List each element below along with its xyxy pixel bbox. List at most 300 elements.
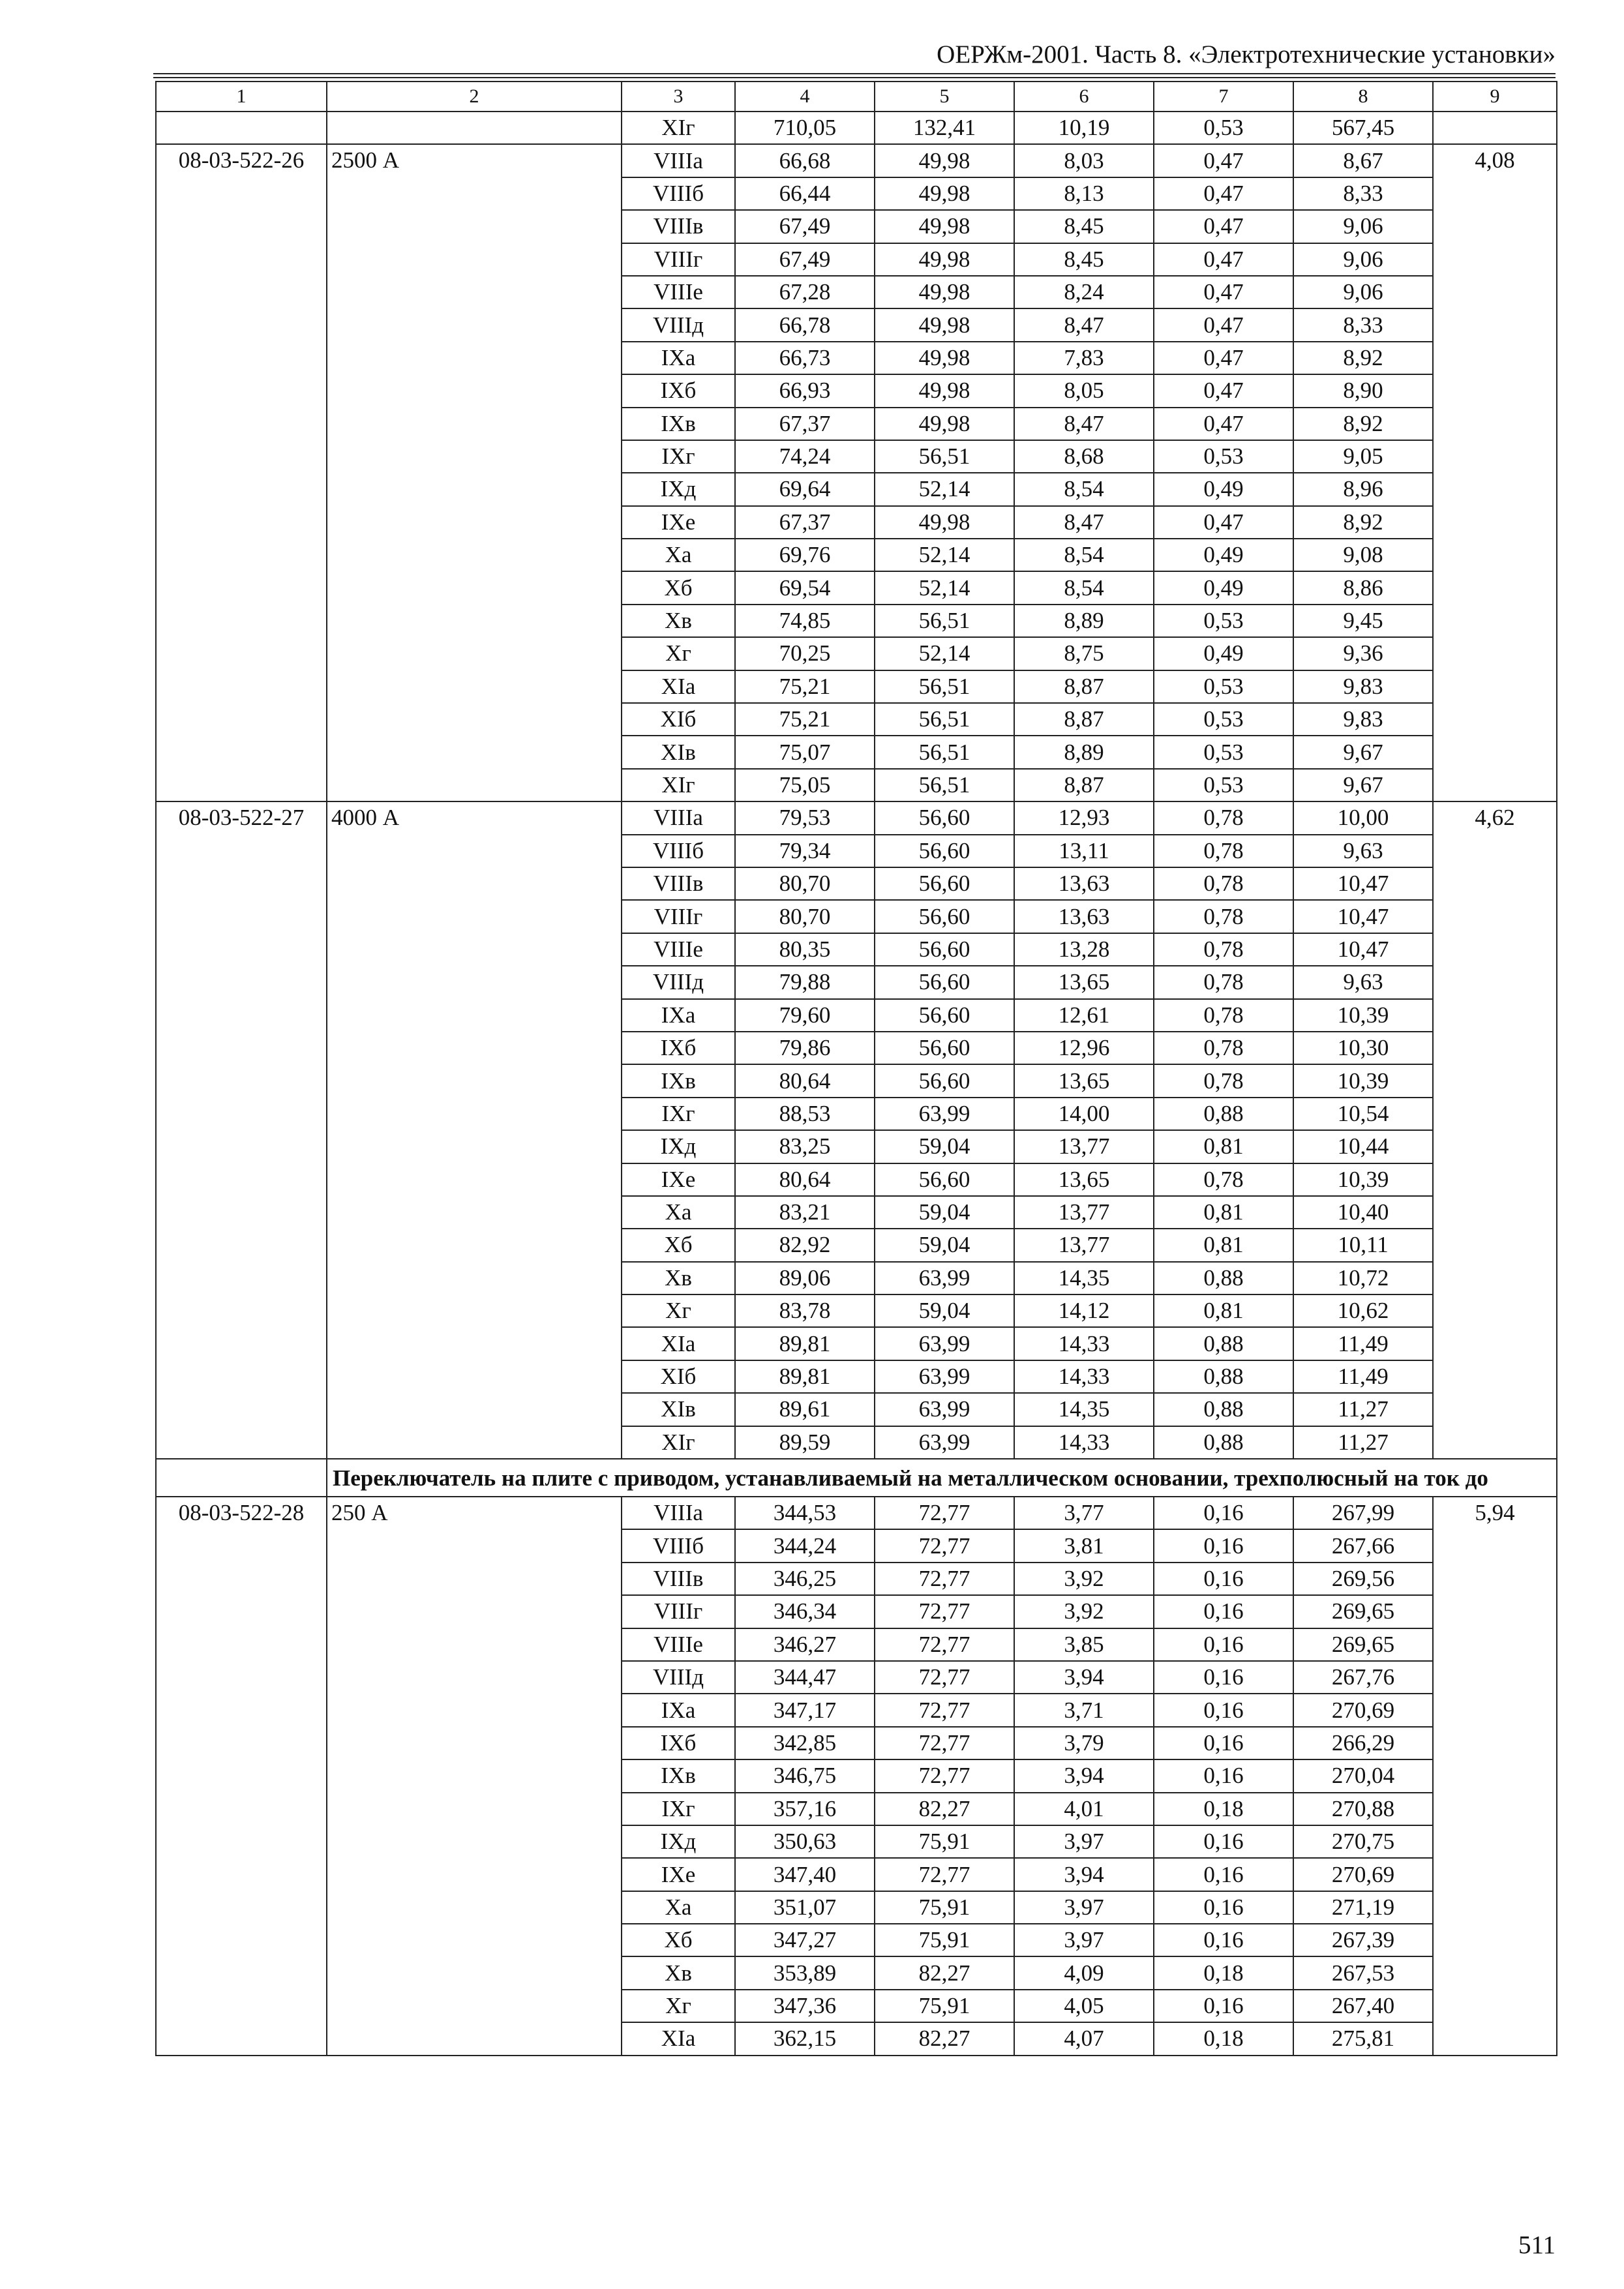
col6-value: 8,47 [1014,308,1154,341]
col3-condition: VIIIа [622,1497,735,1529]
col6-value: 13,77 [1014,1229,1154,1261]
col4-value: 362,15 [735,2022,875,2055]
col7-value: 0,47 [1154,342,1293,374]
col4-value: 89,81 [735,1360,875,1393]
header-rule [153,73,1556,74]
rates-table [155,81,1557,2056]
col5-value: 72,77 [875,1529,1014,1562]
code-cell [156,1459,327,1497]
col4-value: 346,75 [735,1759,875,1792]
col4-value: 70,25 [735,637,875,670]
col4-value: 79,34 [735,835,875,867]
rate-name: 2500 А [327,144,622,801]
col7-value: 0,16 [1154,1628,1293,1661]
col8-value: 567,45 [1293,112,1433,144]
col4-value: 344,24 [735,1529,875,1562]
col4-value: 66,73 [735,342,875,374]
col3-condition: XIв [622,736,735,768]
col8-value: 9,06 [1293,210,1433,243]
col6-value: 8,05 [1014,374,1154,407]
col8-value: 267,53 [1293,1956,1433,1989]
col5-value: 63,99 [875,1360,1014,1393]
col3-condition: VIIIе [622,933,735,966]
col4-value: 74,85 [735,605,875,637]
col5-value: 56,60 [875,999,1014,1032]
col7-value: 0,47 [1154,243,1293,276]
carry-row [156,112,1557,144]
col5-value: 56,60 [875,1032,1014,1064]
col5-value: 59,04 [875,1294,1014,1327]
col3-condition: VIIIб [622,835,735,867]
col3-condition: IXб [622,374,735,407]
col5-value: 63,99 [875,1426,1014,1459]
col5-value: 49,98 [875,374,1014,407]
col7-value: 0,49 [1154,539,1293,571]
col7-value: 0,47 [1154,374,1293,407]
col9-value [1433,112,1557,144]
col8-value: 9,67 [1293,736,1433,768]
col8-value: 269,56 [1293,1563,1433,1595]
column-number: 1 [156,82,327,112]
col4-value: 80,64 [735,1163,875,1196]
col5-value: 56,51 [875,605,1014,637]
section-heading-row [156,1459,1557,1497]
col3-condition: VIIIе [622,1628,735,1661]
col7-value: 0,78 [1154,933,1293,966]
col3-condition: XIб [622,1360,735,1393]
col4-value: 74,24 [735,440,875,473]
col7-value: 0,47 [1154,177,1293,210]
col5-value: 52,14 [875,539,1014,571]
col6-value: 4,05 [1014,1990,1154,2022]
col7-value: 0,16 [1154,1759,1293,1792]
column-number: 4 [735,82,875,112]
col7-value: 0,53 [1154,736,1293,768]
col5-value: 72,77 [875,1628,1014,1661]
col4-value: 83,78 [735,1294,875,1327]
col3-condition: VIIIг [622,900,735,933]
col3-condition: IXв [622,1064,735,1097]
col5-value: 82,27 [875,2022,1014,2055]
col8-value: 10,39 [1293,1064,1433,1097]
col3-condition: VIIIб [622,1529,735,1562]
col4-value: 80,70 [735,867,875,900]
col7-value: 0,16 [1154,1825,1293,1858]
col7-value: 0,18 [1154,1956,1293,1989]
col7-value: 0,16 [1154,1990,1293,2022]
col6-value: 8,89 [1014,605,1154,637]
col8-value: 9,63 [1293,966,1433,998]
col6-value: 12,96 [1014,1032,1154,1064]
col6-value: 3,85 [1014,1628,1154,1661]
col5-value: 52,14 [875,473,1014,505]
col8-value: 10,00 [1293,801,1433,834]
col4-value: 88,53 [735,1098,875,1130]
name-cell [327,112,622,144]
col3-condition: Xа [622,1891,735,1924]
col5-value: 56,60 [875,835,1014,867]
table-body [156,82,1557,2056]
col4-value: 66,68 [735,144,875,177]
col7-value: 0,16 [1154,1661,1293,1694]
col8-value: 267,66 [1293,1529,1433,1562]
col8-value: 8,96 [1293,473,1433,505]
col7-value: 0,88 [1154,1360,1293,1393]
col6-value: 7,83 [1014,342,1154,374]
col7-value: 0,49 [1154,571,1293,604]
col8-value: 8,86 [1293,571,1433,604]
col6-value: 13,63 [1014,900,1154,933]
col4-value: 83,21 [735,1196,875,1229]
col3-condition: XIа [622,670,735,703]
col6-value: 3,81 [1014,1529,1154,1562]
col5-value: 132,41 [875,112,1014,144]
column-number: 7 [1154,82,1293,112]
section-heading: Переключатель на плите с приводом, устанавливаемый на металлическом основании, трехполюсный на ток до [327,1459,1557,1497]
col6-value: 3,92 [1014,1563,1154,1595]
col5-value: 49,98 [875,342,1014,374]
page-number: 511 [1518,2231,1556,2259]
col4-value: 79,53 [735,801,875,834]
col3-condition: VIIIв [622,210,735,243]
col3-condition: VIIIа [622,144,735,177]
col8-value: 10,30 [1293,1032,1433,1064]
col3-condition: Xв [622,1956,735,1989]
col7-value: 0,53 [1154,703,1293,736]
col4-value: 75,07 [735,736,875,768]
col3-condition: IXе [622,506,735,539]
col4-value: 66,78 [735,308,875,341]
col5-value: 59,04 [875,1130,1014,1163]
col4-value: 347,36 [735,1990,875,2022]
col6-value: 3,92 [1014,1595,1154,1628]
col5-value: 72,77 [875,1563,1014,1595]
col3-condition: VIIIд [622,1661,735,1694]
col3-condition: IXв [622,1759,735,1792]
col6-value: 3,94 [1014,1661,1154,1694]
col3-condition: XIг [622,1426,735,1459]
col8-value: 11,27 [1293,1393,1433,1426]
col7-value: 0,53 [1154,769,1293,801]
col8-value: 9,05 [1293,440,1433,473]
col5-value: 56,51 [875,670,1014,703]
col6-value: 8,54 [1014,539,1154,571]
col4-value: 342,85 [735,1727,875,1759]
col3-condition: Xб [622,571,735,604]
col3-condition: VIIIе [622,276,735,308]
col8-value: 10,72 [1293,1262,1433,1294]
col4-value: 79,60 [735,999,875,1032]
col8-value: 10,40 [1293,1196,1433,1229]
col3-condition: IXа [622,342,735,374]
col8-value: 10,47 [1293,933,1433,966]
col7-value: 0,88 [1154,1393,1293,1426]
col7-value: 0,88 [1154,1098,1293,1130]
col7-value: 0,47 [1154,210,1293,243]
col6-value: 8,75 [1014,637,1154,670]
col4-value: 75,21 [735,670,875,703]
col7-value: 0,47 [1154,408,1293,440]
col8-value: 9,67 [1293,769,1433,801]
col4-value: 82,92 [735,1229,875,1261]
col3-condition: XIв [622,1393,735,1426]
col8-value: 270,69 [1293,1858,1433,1891]
col5-value: 72,77 [875,1694,1014,1726]
col7-value: 0,78 [1154,1163,1293,1196]
col5-value: 56,51 [875,769,1014,801]
col7-value: 0,88 [1154,1327,1293,1360]
col4-value: 80,64 [735,1064,875,1097]
col8-value: 10,62 [1293,1294,1433,1327]
col7-value: 0,16 [1154,1595,1293,1628]
col4-value: 89,06 [735,1262,875,1294]
col6-value: 13,77 [1014,1196,1154,1229]
col8-value: 11,27 [1293,1426,1433,1459]
col7-value: 0,88 [1154,1262,1293,1294]
col8-value: 11,49 [1293,1360,1433,1393]
col5-value: 63,99 [875,1327,1014,1360]
col5-value: 72,77 [875,1858,1014,1891]
col4-value: 66,44 [735,177,875,210]
col4-value: 80,35 [735,933,875,966]
col5-value: 56,51 [875,736,1014,768]
table-row [156,144,1557,177]
col5-value: 72,77 [875,1497,1014,1529]
col7-value: 0,49 [1154,473,1293,505]
col6-value: 14,33 [1014,1426,1154,1459]
rate-name: 4000 А [327,801,622,1459]
col8-value: 10,47 [1293,867,1433,900]
col3-condition: Xа [622,539,735,571]
col6-value: 3,97 [1014,1825,1154,1858]
col3-condition: XIг [622,769,735,801]
col3-condition: Xв [622,605,735,637]
col6-value: 3,97 [1014,1924,1154,1956]
col5-value: 75,91 [875,1825,1014,1858]
col3-condition: VIIIд [622,308,735,341]
col7-value: 0,16 [1154,1891,1293,1924]
col3-condition: IXг [622,440,735,473]
col4-value: 67,37 [735,408,875,440]
col8-value: 9,36 [1293,637,1433,670]
col4-value: 353,89 [735,1956,875,1989]
col3-condition: IXб [622,1032,735,1064]
col5-value: 49,98 [875,243,1014,276]
rate-name: 250 А [327,1497,622,2056]
column-number: 3 [622,82,735,112]
col7-value: 0,78 [1154,1064,1293,1097]
col3-condition: Xб [622,1229,735,1261]
col3-condition: IXб [622,1727,735,1759]
col6-value: 8,54 [1014,571,1154,604]
col3-condition: VIIIг [622,1595,735,1628]
col4-value: 347,27 [735,1924,875,1956]
col5-value: 56,60 [875,900,1014,933]
col8-value: 9,08 [1293,539,1433,571]
col8-value: 267,40 [1293,1990,1433,2022]
col3-condition: VIIIг [622,243,735,276]
col5-value: 56,51 [875,440,1014,473]
col3-condition: XIа [622,2022,735,2055]
col4-value: 351,07 [735,1891,875,1924]
col4-value: 75,21 [735,703,875,736]
col7-value: 0,16 [1154,1727,1293,1759]
col6-value: 3,94 [1014,1759,1154,1792]
col8-value: 267,39 [1293,1924,1433,1956]
col4-value: 89,59 [735,1426,875,1459]
col6-value: 14,33 [1014,1327,1154,1360]
col6-value: 4,07 [1014,2022,1154,2055]
col5-value: 56,51 [875,703,1014,736]
col7-value: 0,78 [1154,900,1293,933]
col4-value: 347,17 [735,1694,875,1726]
col8-value: 11,49 [1293,1327,1433,1360]
col6-value: 12,61 [1014,999,1154,1032]
col5-value: 63,99 [875,1262,1014,1294]
col7-value: 0,78 [1154,835,1293,867]
col5-value: 56,60 [875,801,1014,834]
col7-value: 0,47 [1154,276,1293,308]
col6-value: 13,28 [1014,933,1154,966]
col7-value: 0,16 [1154,1694,1293,1726]
col7-value: 0,16 [1154,1563,1293,1595]
col3-condition: IXг [622,1098,735,1130]
col4-value: 89,81 [735,1327,875,1360]
col5-value: 56,60 [875,933,1014,966]
col4-value: 357,16 [735,1793,875,1825]
col7-value: 0,18 [1154,2022,1293,2055]
col7-value: 0,81 [1154,1130,1293,1163]
col3-condition: VIIIб [622,177,735,210]
col7-value: 0,78 [1154,867,1293,900]
col3-condition: IXд [622,1130,735,1163]
col6-value: 3,97 [1014,1891,1154,1924]
col5-value: 52,14 [875,571,1014,604]
col7-value: 0,81 [1154,1229,1293,1261]
col6-value: 3,77 [1014,1497,1154,1529]
col8-value: 270,75 [1293,1825,1433,1858]
col8-value: 8,92 [1293,342,1433,374]
col5-value: 82,27 [875,1956,1014,1989]
col4-value: 346,27 [735,1628,875,1661]
col6-value: 8,13 [1014,177,1154,210]
col6-value: 3,94 [1014,1858,1154,1891]
col7-value: 0,47 [1154,144,1293,177]
col7-value: 0,49 [1154,637,1293,670]
col3-condition: XIб [622,703,735,736]
col7-value: 0,53 [1154,440,1293,473]
col5-value: 49,98 [875,276,1014,308]
col6-value: 8,24 [1014,276,1154,308]
col8-value: 9,06 [1293,243,1433,276]
col9-value: 4,62 [1433,801,1557,1459]
col3-condition: IXд [622,1825,735,1858]
col7-value: 0,16 [1154,1529,1293,1562]
col8-value: 10,11 [1293,1229,1433,1261]
col8-value: 267,76 [1293,1661,1433,1694]
col4-value: 344,53 [735,1497,875,1529]
col6-value: 12,93 [1014,801,1154,834]
col6-value: 14,35 [1014,1262,1154,1294]
col3-condition: IXа [622,1694,735,1726]
col8-value: 9,06 [1293,276,1433,308]
col5-value: 49,98 [875,144,1014,177]
col6-value: 13,77 [1014,1130,1154,1163]
col3-condition: Xг [622,637,735,670]
code-cell [156,112,327,144]
col5-value: 72,77 [875,1727,1014,1759]
col7-value: 0,18 [1154,1793,1293,1825]
col5-value: 72,77 [875,1595,1014,1628]
col8-value: 269,65 [1293,1628,1433,1661]
col3-condition: IXе [622,1858,735,1891]
col6-value: 13,65 [1014,1064,1154,1097]
col8-value: 10,44 [1293,1130,1433,1163]
col8-value: 8,33 [1293,308,1433,341]
col8-value: 9,83 [1293,703,1433,736]
col7-value: 0,81 [1154,1294,1293,1327]
col8-value: 9,63 [1293,835,1433,867]
column-number: 8 [1293,82,1433,112]
col6-value: 14,00 [1014,1098,1154,1130]
col8-value: 9,45 [1293,605,1433,637]
col8-value: 10,39 [1293,999,1433,1032]
rate-code: 08-03-522-28 [156,1497,327,2056]
rate-code: 08-03-522-27 [156,801,327,1459]
col3-condition: IXд [622,473,735,505]
col6-value: 13,63 [1014,867,1154,900]
col6-value: 14,35 [1014,1393,1154,1426]
col6-value: 8,89 [1014,736,1154,768]
col7-value: 0,88 [1154,1426,1293,1459]
col6-value: 13,11 [1014,835,1154,867]
col8-value: 10,47 [1293,900,1433,933]
col8-value: 269,65 [1293,1595,1433,1628]
col9-value: 4,08 [1433,144,1557,801]
col4-value: 347,40 [735,1858,875,1891]
col8-value: 8,90 [1293,374,1433,407]
col4-value: 83,25 [735,1130,875,1163]
col6-value: 8,47 [1014,408,1154,440]
col5-value: 75,91 [875,1990,1014,2022]
col7-value: 0,78 [1154,999,1293,1032]
col3-condition: IXг [622,1793,735,1825]
col7-value: 0,78 [1154,966,1293,998]
col6-value: 3,71 [1014,1694,1154,1726]
col5-value: 49,98 [875,506,1014,539]
col5-value: 59,04 [875,1229,1014,1261]
col8-value: 270,88 [1293,1793,1433,1825]
col7-value: 0,53 [1154,670,1293,703]
col3-condition: XIг [622,112,735,144]
col4-value: 80,70 [735,900,875,933]
col6-value: 10,19 [1014,112,1154,144]
col8-value: 9,83 [1293,670,1433,703]
table-row [156,801,1557,834]
col4-value: 75,05 [735,769,875,801]
col3-condition: Xг [622,1294,735,1327]
col6-value: 8,87 [1014,703,1154,736]
col6-value: 8,45 [1014,243,1154,276]
col7-value: 0,16 [1154,1924,1293,1956]
col6-value: 4,09 [1014,1956,1154,1989]
col7-value: 0,47 [1154,308,1293,341]
col4-value: 67,49 [735,243,875,276]
col6-value: 8,03 [1014,144,1154,177]
col6-value: 8,45 [1014,210,1154,243]
col6-value: 13,65 [1014,966,1154,998]
col3-condition: Xв [622,1262,735,1294]
